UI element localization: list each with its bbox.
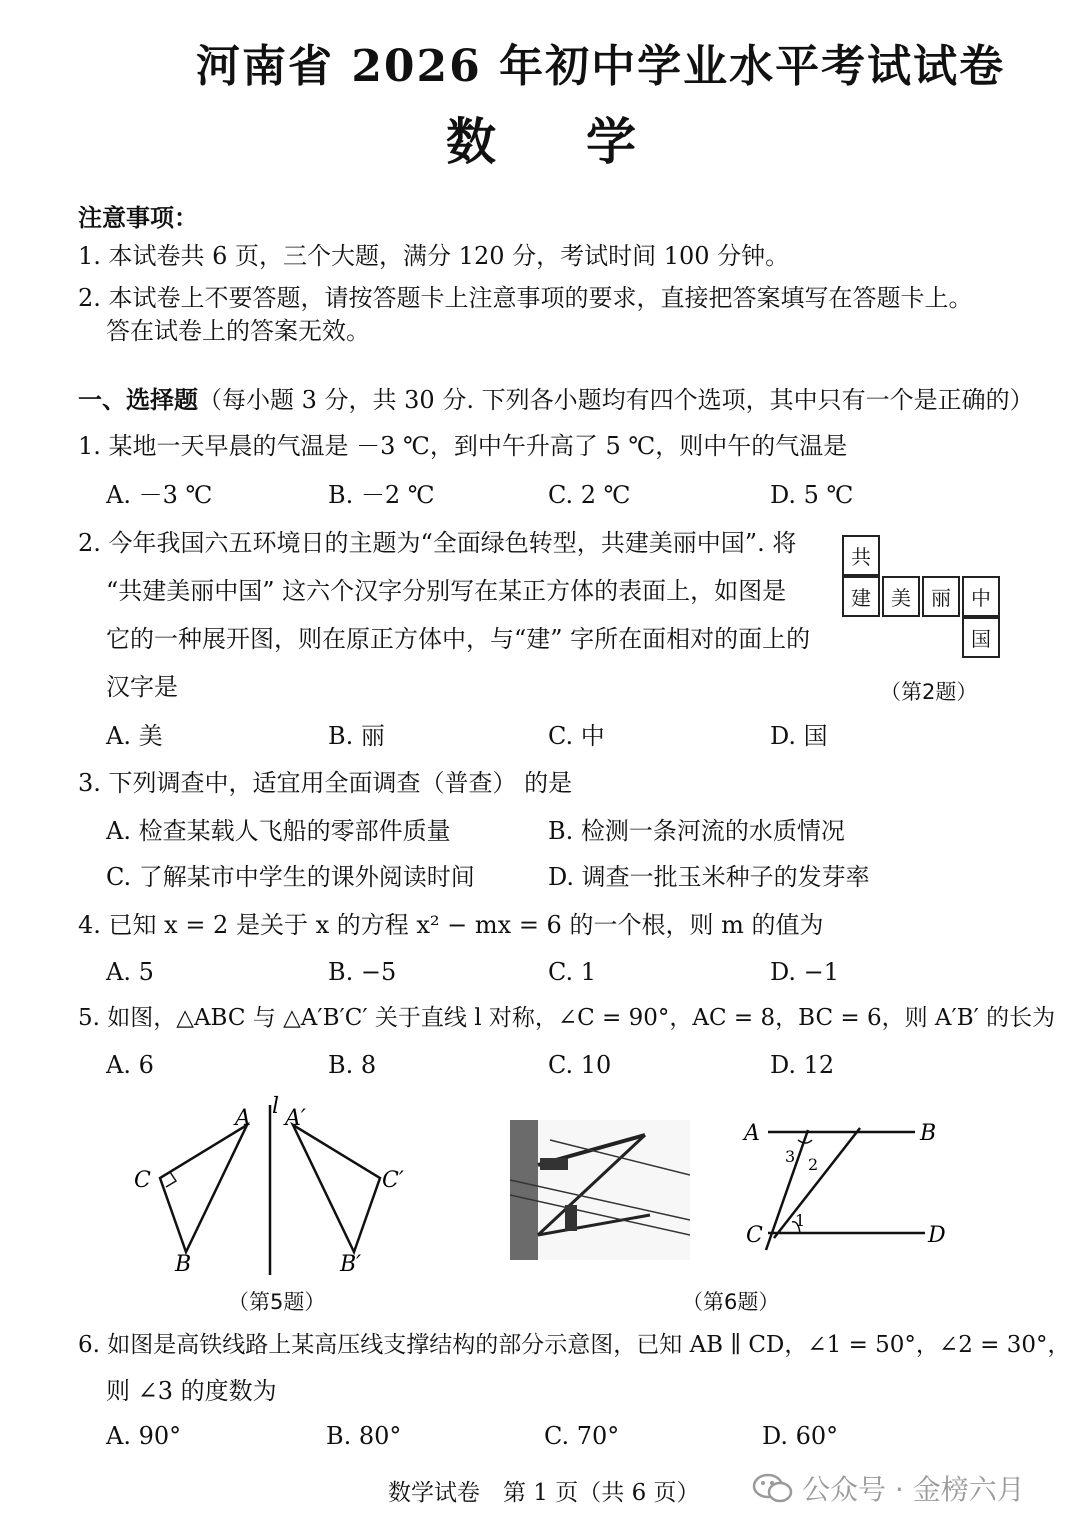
question-1-stem: 1. 某地一天早晨的气温是 －3 ℃，到中午升高了 5 ℃，则中午的气温是 bbox=[78, 432, 848, 460]
q2-option-b: B. 丽 bbox=[328, 722, 385, 750]
q4-option-a: A. 5 bbox=[106, 958, 154, 986]
label-c-prime: C′ bbox=[382, 1168, 404, 1193]
q5-option-c: C. 10 bbox=[548, 1051, 612, 1079]
figure-6-diagram bbox=[740, 1110, 960, 1260]
q3-option-c: C. 了解某市中学生的课外阅读时间 bbox=[106, 863, 475, 891]
q5-option-a: A. 6 bbox=[106, 1051, 154, 1079]
q4-option-d: D. −1 bbox=[770, 958, 840, 986]
wechat-icon bbox=[752, 1471, 794, 1505]
question-3-stem: 3. 下列调查中，适宜用全面调查（普查） 的是 bbox=[78, 769, 573, 797]
notice-item-2: 2. 本试卷上不要答题，请按答题卡上注意事项的要求，直接把答案填写在答题卡上。 bbox=[78, 284, 973, 312]
q6-option-a: A. 90° bbox=[106, 1422, 182, 1450]
angle-3-label: 3 bbox=[785, 1147, 796, 1166]
q2-option-a: A. 美 bbox=[106, 722, 163, 750]
triangle-abc bbox=[160, 1125, 247, 1252]
section-title: 一、选择题 bbox=[78, 385, 198, 414]
watermark-text: 公众号 · 金榜六月 bbox=[802, 1473, 1025, 1506]
cube-face-guo: 国 bbox=[962, 617, 1000, 658]
question-4-stem: 4. 已知 x = 2 是关于 x 的方程 x² − mx = 6 的一个根，则 m 的值为 bbox=[78, 911, 824, 939]
question-6-line-1: 6. 如图是高铁线路上某高压线支撑结构的部分示意图，已知 AB ∥ CD，∠1 = 50°，∠2 = 30°， bbox=[78, 1332, 1071, 1358]
q5-option-d: D. 12 bbox=[770, 1051, 835, 1079]
triangle-a-prime bbox=[293, 1125, 380, 1252]
question-2-line-4: 汉字是 bbox=[106, 673, 178, 701]
question-5-stem: 5. 如图，△ABC 与 △A′B′C′ 关于直线 l 对称，∠C = 90°，AC = 8，BC = 6，则 A′B′ 的长为 bbox=[78, 1005, 1056, 1031]
figure-5-triangles bbox=[120, 1095, 420, 1285]
cube-face-li: 丽 bbox=[922, 576, 960, 617]
insulator-icon-2 bbox=[565, 1205, 577, 1231]
cube-face-jian: 建 bbox=[842, 576, 880, 617]
q3-option-b: B. 检测一条河流的水质情况 bbox=[548, 817, 845, 845]
section-heading bbox=[78, 385, 1034, 415]
q6-option-c: C. 70° bbox=[544, 1422, 620, 1450]
q1-option-b: B. －2 ℃ bbox=[328, 481, 435, 509]
figure-6-caption: （第6题） bbox=[682, 1290, 780, 1314]
subject-title: 数学 bbox=[446, 112, 726, 171]
page-footer: 数学试卷 第 1 页（共 6 页） bbox=[388, 1480, 700, 1506]
insulator-icon-1 bbox=[540, 1158, 568, 1170]
angle-2-label: 2 bbox=[808, 1155, 819, 1174]
q3-option-d: D. 调查一批玉米种子的发芽率 bbox=[548, 863, 870, 891]
q2-option-c: C. 中 bbox=[548, 722, 605, 750]
question-2-line-3: 它的一种展开图，则在原正方体中，与“建” 字所在面相对的面上的 bbox=[106, 625, 811, 653]
q6-option-b: B. 80° bbox=[326, 1422, 402, 1450]
cube-face-mei: 美 bbox=[882, 576, 920, 617]
angle-1-label: 1 bbox=[795, 1211, 806, 1230]
label-l: l bbox=[272, 1095, 280, 1119]
question-2-line-2: “共建美丽中国” 这六个汉字分别写在某正方体的表面上，如图是 bbox=[106, 577, 787, 605]
label-b: B bbox=[920, 1121, 937, 1146]
q1-option-c: C. 2 ℃ bbox=[548, 481, 631, 509]
q4-option-c: C. 1 bbox=[548, 958, 597, 986]
pole-icon bbox=[510, 1120, 538, 1260]
label-a-prime: A′ bbox=[285, 1106, 306, 1131]
notice-item-1: 1. 本试卷共 6 页，三个大题，满分 120 分，考试时间 100 分钟。 bbox=[78, 242, 790, 270]
q4-option-b: B. −5 bbox=[328, 958, 397, 986]
label-b-prime: B′ bbox=[340, 1252, 362, 1277]
label-b: B bbox=[175, 1252, 192, 1277]
q5-option-b: B. 8 bbox=[328, 1051, 377, 1079]
figure-5-caption: （第5题） bbox=[228, 1290, 326, 1314]
figure-2-caption: （第2题） bbox=[880, 680, 978, 704]
q6-option-d: D. 60° bbox=[762, 1422, 839, 1450]
notice-heading: 注意事项： bbox=[78, 203, 198, 232]
label-a: A bbox=[744, 1121, 760, 1146]
cube-face-gong: 共 bbox=[842, 535, 880, 576]
question-6-line-2: 则 ∠3 的度数为 bbox=[106, 1377, 277, 1405]
question-2-line-1: 2. 今年我国六五环境日的主题为“全面绿色转型，共建美丽中国”. 将 bbox=[78, 529, 797, 557]
label-c: C bbox=[746, 1223, 763, 1248]
figure-6-photo bbox=[510, 1120, 690, 1260]
q1-option-a: A. －3 ℃ bbox=[106, 481, 213, 509]
label-c: C bbox=[134, 1168, 151, 1193]
watermark bbox=[752, 1468, 1025, 1508]
q3-option-a: A. 检查某载人飞船的零部件质量 bbox=[106, 817, 451, 845]
transversal-2 bbox=[774, 1128, 860, 1238]
q1-option-d: D. 5 ℃ bbox=[770, 481, 854, 509]
q2-option-d: D. 国 bbox=[770, 722, 828, 750]
exam-title: 河南省 2026 年初中学业水平考试试卷 bbox=[196, 41, 1006, 92]
label-a: A bbox=[235, 1106, 251, 1131]
cube-face-zhong: 中 bbox=[962, 576, 1000, 617]
notice-item-2-cont: 答在试卷上的答案无效。 bbox=[106, 317, 370, 345]
section-desc: （每小题 3 分，共 30 分. 下列各小题均有四个选项，其中只有一个是正确的） bbox=[198, 386, 1034, 414]
label-d: D bbox=[928, 1223, 946, 1248]
